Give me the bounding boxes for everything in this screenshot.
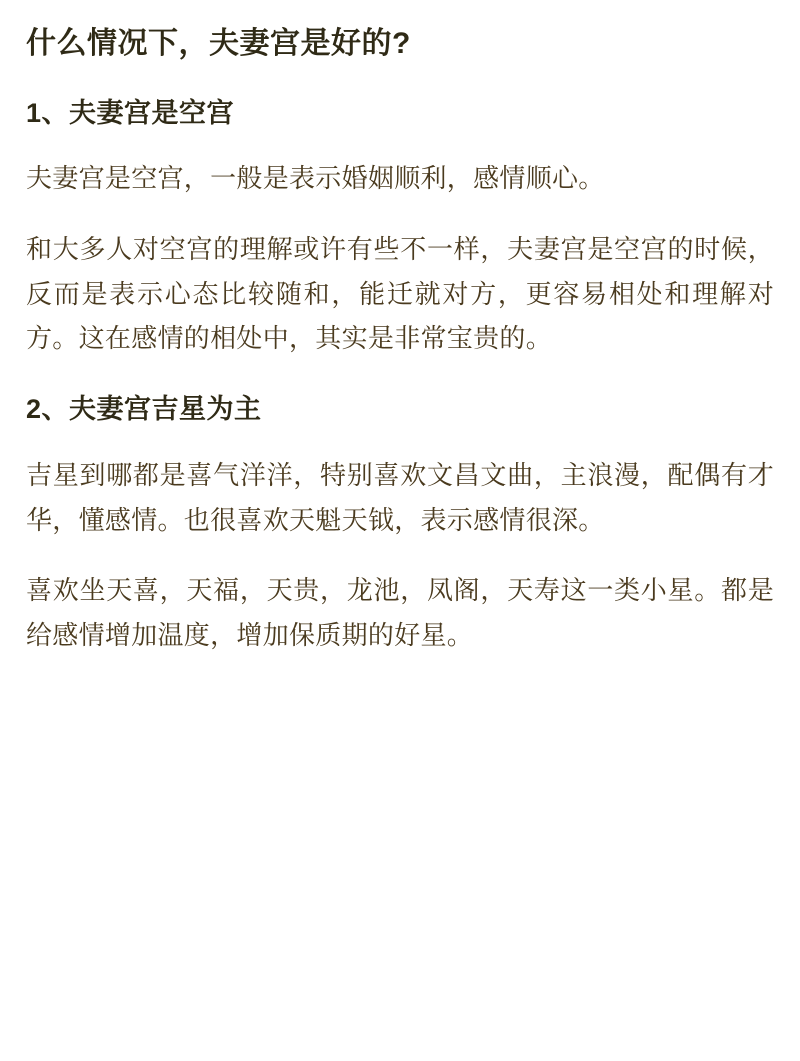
section-heading-1: 1、夫妻宫是空宫 bbox=[26, 97, 235, 128]
paragraph-1-2: 和大多人对空宫的理解或许有些不一样，夫妻宫是空宫的时候，反而是表示心态比较随和，能迁就对方，更容易相处和理解对方。这在感情的相处中，其实是非常宝贵的。 bbox=[26, 234, 774, 354]
section-heading-2: 2、夫妻宫吉星为主 bbox=[26, 394, 262, 425]
paragraph-1-1: 夫妻宫是空宫，一般是表示婚姻顺利，感情顺心。 bbox=[26, 163, 605, 194]
paragraph-2-2: 喜欢坐天喜，天福，天贵，龙池，凤阁，天寿这一类小星。都是给感情增加温度，增加保质期的好星。 bbox=[26, 575, 774, 651]
paragraph-2-1: 吉星到哪都是喜气洋洋，特别喜欢文昌文曲，主浪漫，配偶有才华，懂感情。也很喜欢天魁天钺，表示感情很深。 bbox=[26, 459, 774, 535]
article-body bbox=[26, 95, 774, 658]
page-title: 什么情况下，夫妻宫是好的? bbox=[26, 27, 411, 60]
